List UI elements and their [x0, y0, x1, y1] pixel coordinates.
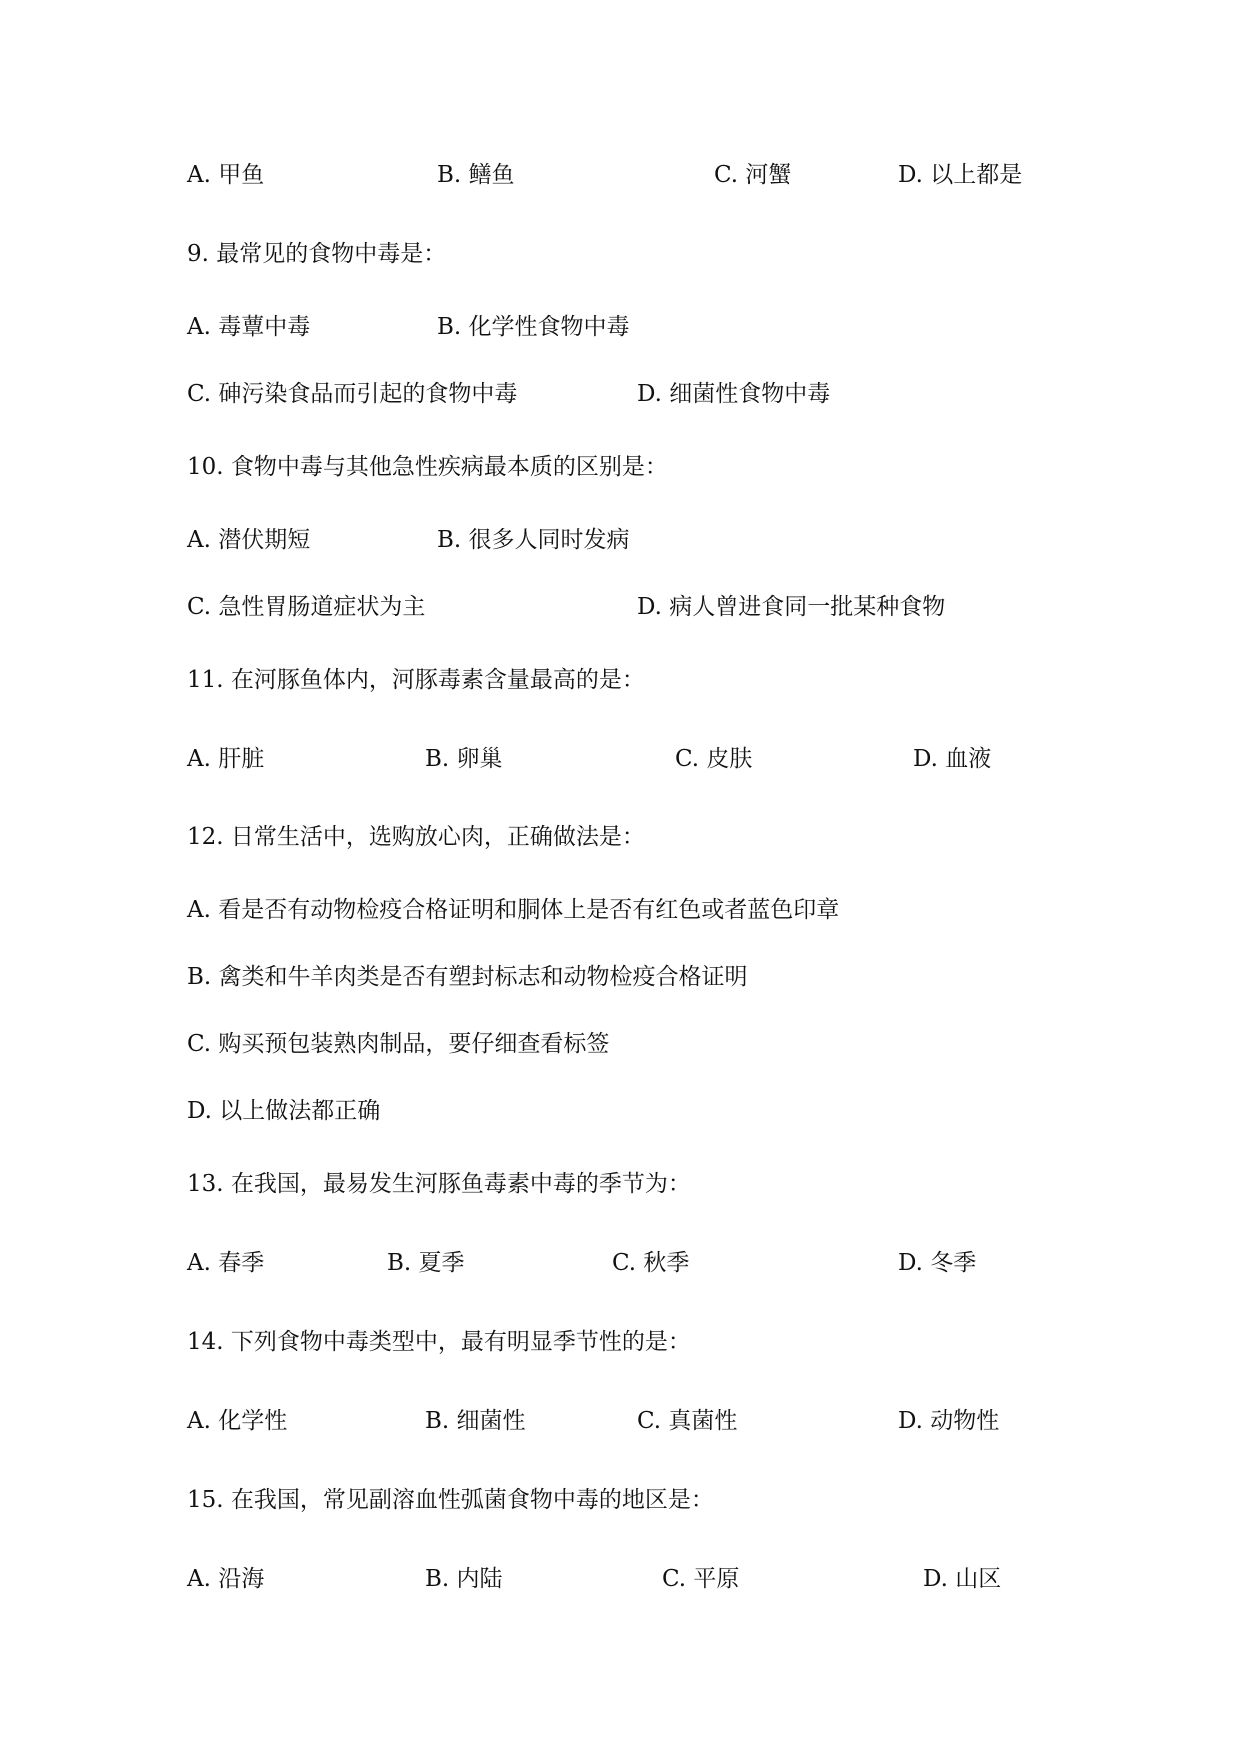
- option-14c: C. 真菌性: [637, 1408, 738, 1434]
- option-11d: D. 血液: [913, 746, 992, 772]
- option-12d: D. 以上做法都正确: [187, 1098, 381, 1124]
- option-8b: B. 鳝鱼: [437, 162, 515, 188]
- option-12c: C. 购买预包装熟肉制品，要仔细查看标签: [187, 1031, 610, 1057]
- option-13d: D. 冬季: [898, 1250, 977, 1276]
- option-10d: D. 病人曾进食同一批某种食物: [637, 594, 946, 620]
- question-12: 12. 日常生活中，选购放心肉，正确做法是：: [187, 824, 645, 850]
- question-15: 15. 在我国，常见副溶血性弧菌食物中毒的地区是：: [187, 1487, 714, 1513]
- option-8a: A. 甲鱼: [187, 162, 265, 188]
- option-15d: D. 山区: [923, 1566, 1002, 1592]
- option-14b: B. 细菌性: [425, 1408, 526, 1434]
- question-13: 13. 在我国，最易发生河豚鱼毒素中毒的季节为：: [187, 1171, 691, 1197]
- option-8d: D. 以上都是: [898, 162, 1023, 188]
- option-9d: D. 细菌性食物中毒: [637, 381, 831, 407]
- option-13a: A. 春季: [187, 1250, 265, 1276]
- option-12b: B. 禽类和牛羊肉类是否有塑封标志和动物检疫合格证明: [187, 964, 748, 990]
- option-14d: D. 动物性: [898, 1408, 1000, 1434]
- option-15b: B. 内陆: [425, 1566, 503, 1592]
- option-13c: C. 秋季: [612, 1250, 690, 1276]
- option-8c: C. 河蟹: [714, 162, 792, 188]
- option-15a: A. 沿海: [187, 1566, 265, 1592]
- option-11c: C. 皮肤: [675, 746, 753, 772]
- question-10: 10. 食物中毒与其他急性疾病最本质的区别是：: [187, 454, 668, 480]
- option-9c: C. 砷污染食品而引起的食物中毒: [187, 381, 518, 407]
- option-10a: A. 潜伏期短: [187, 527, 311, 553]
- option-10b: B. 很多人同时发病: [437, 527, 630, 553]
- option-14a: A. 化学性: [187, 1408, 288, 1434]
- option-12a: A. 看是否有动物检疫合格证明和胴体上是否有红色或者蓝色印章: [187, 897, 840, 923]
- question-14: 14. 下列食物中毒类型中，最有明显季节性的是：: [187, 1329, 691, 1355]
- option-11b: B. 卵巢: [425, 746, 503, 772]
- option-10c: C. 急性胃肠道症状为主: [187, 594, 426, 620]
- option-13b: B. 夏季: [387, 1250, 465, 1276]
- option-11a: A. 肝脏: [187, 746, 265, 772]
- option-15c: C. 平原: [662, 1566, 740, 1592]
- option-9b: B. 化学性食物中毒: [437, 314, 630, 340]
- question-9: 9. 最常见的食物中毒是：: [187, 241, 447, 267]
- option-9a: A. 毒蕈中毒: [187, 314, 311, 340]
- question-11: 11. 在河豚鱼体内，河豚毒素含量最高的是：: [187, 667, 645, 693]
